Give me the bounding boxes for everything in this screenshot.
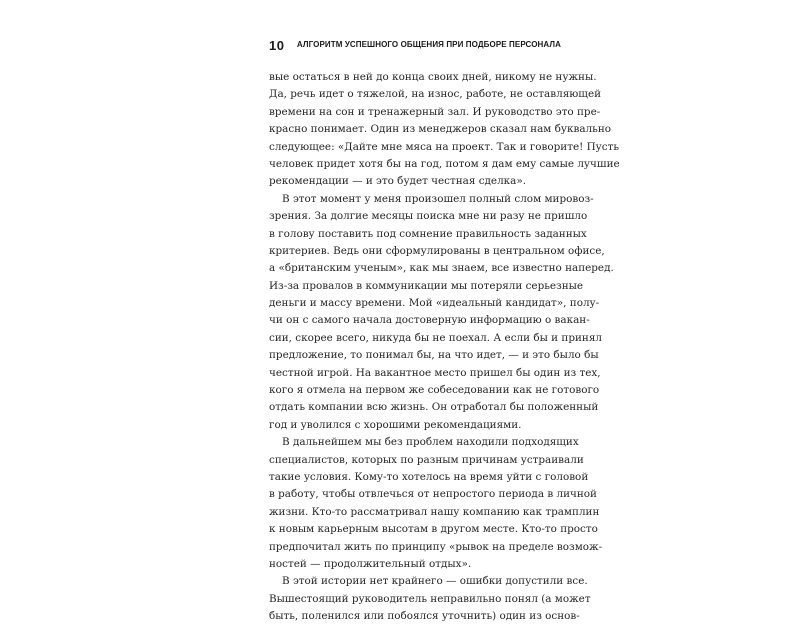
text-line: вые остаться в ней до конца своих дней, никому не нужны.: [269, 71, 597, 83]
text-line: такие условия. Кому-то хотелось на время уйти с головой: [269, 470, 589, 483]
text-line: Да, речь идет о тяжелой, на износ, работе, не оставляющей: [269, 88, 602, 101]
text-line: рекомендации — и это будет честная сделка».: [269, 175, 527, 188]
text-line: быть, поленился или побоялся уточнить) один из основ-: [269, 610, 580, 623]
text-line: год и уволился с хорошими рекомендациями.: [269, 418, 522, 431]
text-line: жизни. Кто-то рассматривал нашу компанию как трамплин: [269, 505, 600, 518]
text-line: в работу, чтобы отвлечься от непростого периода в личной: [269, 488, 597, 501]
text-line: критериев. Ведь они сформулированы в центральном офисе,: [269, 244, 605, 257]
text-line: В этой истории нет крайнего — ошибки допустили все.: [282, 575, 588, 588]
paragraph: [269, 69, 620, 191]
text-line: специалистов, которых по разным причинам устраивали: [269, 453, 584, 466]
text-line: отдать компании всю жизнь. Он отработал бы положенный: [269, 401, 599, 414]
text-line: в голову поставить под сомнение правильность заданных: [269, 227, 587, 240]
text-line: Из-за провалов в коммуникации мы потеряли серьезные: [269, 279, 584, 292]
running-head: [269, 38, 561, 58]
text-line: к новым карьерным высотам в другом месте. Кто-то просто: [269, 523, 598, 536]
running-title: АЛГОРИТМ УСПЕШНОГО ОБЩЕНИЯ ПРИ ПОДБОРЕ ПЕРСОНАЛА: [296, 40, 561, 49]
text-line: В этот момент у меня произошел полный слом мировоз-: [282, 192, 594, 205]
body-text: [269, 69, 620, 626]
text-line: чи он с самого начала достоверную информацию о вакан-: [269, 314, 590, 327]
text-line: ностей — продолжительный отдых».: [269, 557, 472, 570]
text-line: сии, скорее всего, никуда бы не поехал. А если бы и принял: [269, 331, 602, 344]
text-line: времени на сон и тренажерный зал. И руководство это пре-: [269, 105, 601, 118]
text-line: красно понимает. Один из менеджеров сказал нам буквально: [269, 123, 612, 136]
paragraph: [269, 434, 603, 573]
text-line: Вышестоящий руководитель неправильно понял (а может: [269, 592, 591, 605]
page-number: 10: [269, 38, 285, 53]
text-line: кого я отмела на первом же собеседовании как не готового: [269, 384, 600, 397]
text-line: предложение, то понимал бы, на что идет, — и это было бы: [269, 349, 599, 362]
text-line: зрения. За долгие месяцы поиска мне ни разу не пришло: [269, 210, 588, 223]
text-line: а «британским ученым», как мы знаем, все известно наперед.: [269, 262, 614, 275]
text-line: предпочитал жить по принципу «рывок на пределе возмож-: [269, 540, 603, 553]
paragraph: [269, 191, 614, 434]
text-line: В дальнейшем мы без проблем находили подходящих: [282, 436, 579, 449]
text-line: честной игрой. На вакантное место пришел бы один из тех,: [269, 366, 601, 379]
text-line: следующее: «Дайте мне мяса на проект. Так и говорите! Пусть: [269, 140, 619, 153]
paragraph: [269, 573, 591, 625]
text-line: деньги и массу времени. Мой «идеальный кандидат», полу-: [269, 297, 600, 310]
text-line: человек придет хотя бы на год, потом я дам ему самые лучшие: [269, 157, 620, 170]
